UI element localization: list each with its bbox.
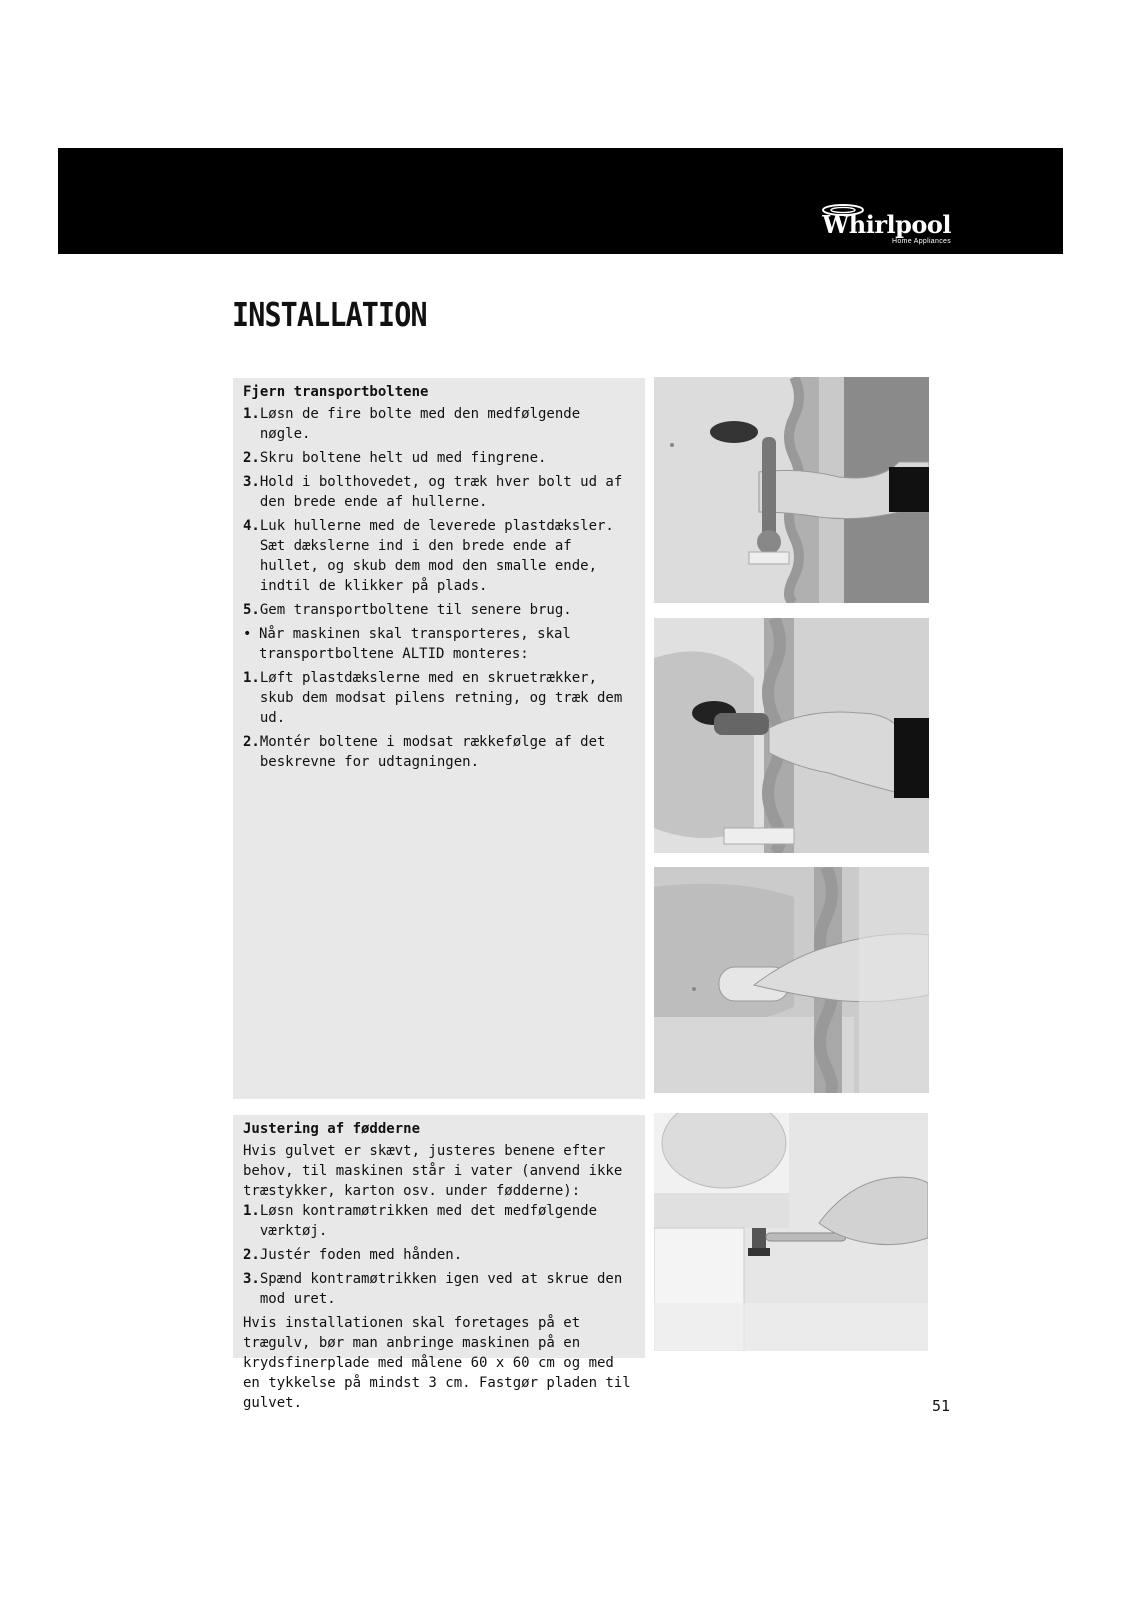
header-bar <box>58 148 1063 254</box>
list-item <box>243 668 637 728</box>
list-item <box>243 732 637 772</box>
step-text: Skru boltene helt ud med fingrene. <box>259 450 547 466</box>
step-number: 3. <box>243 1271 260 1287</box>
photo-pull-bolt <box>654 618 929 853</box>
section-heading: Justering af fødderne <box>243 1121 421 1137</box>
list-item <box>243 1201 637 1241</box>
list-item <box>243 516 637 596</box>
step-text: Løft plastdækslerne med en skruetrækker, skub dem modsat pilens retning, og træk dem ud. <box>259 670 623 726</box>
step-text: Justér foden med hånden. <box>259 1247 463 1263</box>
step-number: 2. <box>243 734 260 750</box>
photo-insert-plug <box>654 867 929 1093</box>
bullet-item <box>243 624 637 664</box>
step-number: 5. <box>243 602 260 618</box>
step-number: 2. <box>243 450 260 466</box>
bullet-text: Når maskinen skal transporteres, skal transportboltene ALTID monteres: <box>259 626 571 662</box>
step-text: Luk hullerne med de leverede plastdæksler. Sæt dækslerne ind i den brede ende af hullet, og skub dem mod den smalle ende, indtil de klikker på plads. <box>259 518 614 594</box>
photo-adjust-foot <box>654 1113 928 1351</box>
step-text: Løsn de fire bolte med den medfølgende nøgle. <box>259 406 581 442</box>
bullet-icon: • <box>243 626 252 642</box>
step-number: 1. <box>243 670 260 686</box>
list-item <box>243 404 637 444</box>
step-text: Montér boltene i modsat rækkefølge af det beskrevne for udtagningen. <box>259 734 606 770</box>
step-number: 2. <box>243 1247 260 1263</box>
step-number: 4. <box>243 518 260 534</box>
step-text: Spænd kontramøtrikken igen ved at skrue den mod uret. <box>259 1271 623 1307</box>
page-number: 51 <box>932 1397 951 1415</box>
step-number: 1. <box>243 1203 260 1219</box>
swoosh-icon <box>820 202 866 218</box>
step-number: 3. <box>243 474 260 490</box>
section-heading: Fjern transportboltene <box>243 384 429 400</box>
list-item <box>243 472 637 512</box>
brand-wordmark: Whirlpool <box>822 210 951 239</box>
list-item <box>243 448 637 468</box>
list-item <box>243 600 637 620</box>
page-title: INSTALLATION <box>232 295 427 334</box>
photo-wrench-bolt <box>654 377 929 603</box>
intro-text: Hvis gulvet er skævt, justeres benene efter behov, til maskinen står i vater (anvend ikke træstykker, karton osv. under fødderne): <box>243 1143 623 1199</box>
list-item <box>243 1269 637 1309</box>
brand-logo <box>822 212 951 246</box>
step-text: Hold i bolthovedet, og træk hver bolt ud af den brede ende af hullerne. <box>259 474 623 510</box>
step-number: 1. <box>243 406 260 422</box>
step-text: Gem transportboltene til senere brug. <box>259 602 572 618</box>
list-item <box>243 1245 637 1265</box>
outro-text: Hvis installationen skal foretages på et trægulv, bør man anbringe maskinen på en krydsfinerplade med målene 60 x 60 cm og med en tykkelse på mindst 3 cm. Fastgør pladen til gulvet. <box>243 1315 631 1411</box>
step-text: Løsn kontramøtrikken med det medfølgende værktøj. <box>259 1203 598 1239</box>
transport-bolts-panel <box>233 378 645 1099</box>
feet-adjustment-panel <box>233 1115 645 1411</box>
brand-subtitle: Home Appliances <box>892 238 951 245</box>
